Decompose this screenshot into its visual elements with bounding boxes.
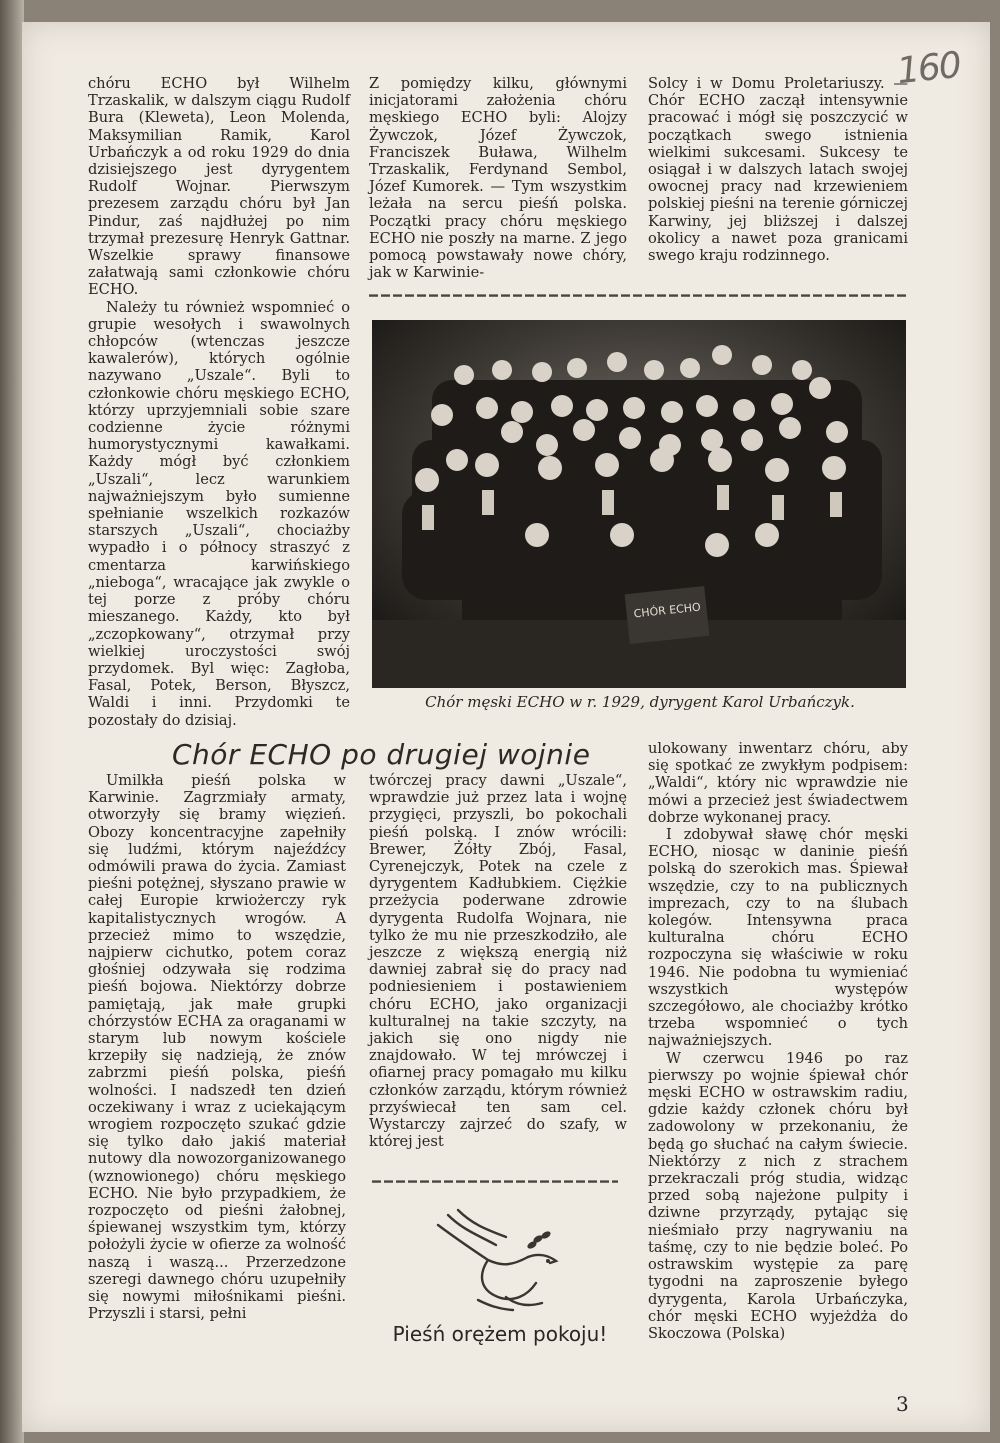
- paragraph: ulokowany inwentarz chóru, aby się spotkać ze zwykłym podpisem: „Waldi“, który nic wprawdzie nie mówi a przecież jest świadectwem dobrze wykonanej pracy.: [648, 740, 908, 826]
- dove-of-peace-icon: [418, 1205, 578, 1315]
- group-photo-illustration: [372, 320, 906, 688]
- bottom-left-column: [88, 772, 346, 1323]
- top-middle-column: [369, 75, 627, 281]
- book-binding: [0, 0, 24, 1443]
- top-right-column: [648, 75, 908, 264]
- page-number: 3: [896, 1392, 909, 1416]
- paragraph: W czerwcu 1946 po raz pierwszy po wojnie śpiewał chór męski ECHO w ostrawskim radiu, gdzie każdy członek chóru był zadowolony w przekonaniu, że będą go słuchać na całym świecie. Niektórzy z nich z strachem przekraczali próg studia, widząc przed sobą najeżone pulpity i dziwne przyrządy, pytając się nieśmiało przy nagrywaniu na taśmę, czy to nie będzie boleć. Po ostrawskim występie za parę tygodni na zaproszenie byłego dyrygenta, Karola Urbańczyka, chór męski ECHO wyjeżdża do Skoczowa (Polska): [648, 1049, 908, 1342]
- paragraph: I zdobywał sławę chór męski ECHO, niosąc w daninie pieśń polską do szerokich mas. Śpiewał wszędzie, czy to na publicznych imprezach, czy to na ślubach kolegów. Intensywna praca kulturalna chóru ECHO rozpoczyna się właściwie w roku 1946. Nie podobna tu wymieniać wszystkich występów szczegółowo, ale chociażby krótko trzeba wspomnieć o tych najważniejszych.: [648, 826, 908, 1050]
- section-title: Chór ECHO po drugiej wojnie: [172, 738, 591, 771]
- bottom-middle-column: [369, 772, 627, 1150]
- top-left-column: [88, 75, 350, 729]
- paragraph: chóru ECHO był Wilhelm Trzaskalik, w dalszym ciągu Rudolf Bura (Kleweta), Leon Molenda, Maksymilian Ramik, Karol Urbańczyk a od roku 1929 do dnia dzisiejszego jest dyrygentem Rudolf Wojnar. Pierwszym prezesem zarządu chóru był Jan Pindur, zaś najdłużej po nim trzymał prezesurę Henryk Gattnar. Wszelkie sprawy finansowe załatwają sami członkowie chóru ECHO.: [88, 75, 350, 299]
- choir-photograph: [372, 320, 906, 688]
- paragraph: Z pomiędzy kilku, głównymi inicjatorami założenia chóru męskiego ECHO byli: Alojzy Żywczok, Józef Żywczok, Franciszek Buława, Wilhelm Trzaskalik, Ferdynand Sembol, Józef Kumorek. — Tym wszystkim leżała na sercu pieśń polska. Początki pracy chóru męskiego ECHO nie poszły na marne. Z jego pomocą powstawały nowe chóry, jak w Karwinie-: [369, 75, 627, 282]
- bottom-right-column: [648, 740, 908, 1342]
- slogan: Pieśń orężem pokoju!: [392, 1322, 608, 1346]
- paragraph: Solcy i w Domu Proletariuszy. — Chór ECHO zaczął intensywnie pracować i mógł się poszczycić w początkach swego istnienia wielkimi sukcesami. Sukcesy te osiągał i w dalszych latach swojej owocnej pracy nad krzewieniem polskiej pieśni na terenie górniczej Karwiny, jej bliższej i dalszej okolicy a nawet poza granicami swego kraju rodzinnego.: [648, 75, 908, 265]
- paragraph: twórczej pracy dawni „Uszale“, wprawdzie już przez lata i wojnę przygięci, przyszli, bo pokochali pieśń polską. I znów wrócili: Brewer, Żółty Zbój, Fasal, Cyrenejczyk, Potek na czele z dyrygentem Kadłubkiem. Ciężkie przeżycia poderwane zdrowie dyrygenta Rudolfa Wojnara, nie tylko że mu nie przeszkodziło, ale jeszcze z większą energią niż dawniej zabrał się do pracy nad podniesieniem i postawieniem chóru ECHO, jako organizacji kulturalnej na takie szczyty, na jakich się ono nigdy nie znajdowało. W tej mrówczej i ofiarnej pracy pomagało mu kilku członków zarządu, którym również przyświecał ten sam cel. Wystarczy zajrzeć do szafy, w której jest: [369, 772, 627, 1151]
- photo-caption: Chór męski ECHO w r. 1929, dyrygent Karol Urbańczyk.: [425, 693, 855, 711]
- paragraph: Należy tu również wspomnieć o grupie wesołych i swawolnych chłopców (wtenczas jeszcze kawalerów), których ogólnie nazywano „Uszale“. Byli to członkowie chóru męskiego ECHO, którzy uprzyjemniali sobie szare codzienne życie różnymi humorystycznymi kawałkami. Każdy mógł być członkiem „Uszali“, lecz warunkiem najważniejszym było sumienne spełnianie wszelkich rozkazów starszych „Uszali“, chociażby wypadło i o północy straszyć z cmentarza karwińskiego „nieboga“, wracające jak zwykle o tej porze z próby chóru mieszanego. Każdy, kto był „zczopkowany“, otrzymał przy wielkiej uroczystości swój przydomek. Byl więc: Zagłoba, Fasal, Potek, Berson, Błyszcz, Waldi i inni. Przydomki te pozostały do dzisiaj.: [88, 298, 350, 729]
- paragraph: Umilkła pieśń polska w Karwinie. Zagrzmiały armaty, otworzyły się bramy więzień. Obozy koncentracyjne zapełniły się ludźmi, którym najeźdźcy odmówili prawa do życia. Zamiast pieśni potężnej, słyszano prawie w całej Europie krwiożerczy ryk kapitalistycznych wrogów. A przecież mimo to wszędzie, najpierw cichutko, potem coraz głośniej odzywała się rodzima pieśń bojowa. Niektórzy dobrze pamiętają, jak małe grupki chórzystów ECHA za oraganami w starym lub nowym kościele krzepiły się nadzieją, że znów zabrzmi pieśń polska, pieśń wolności. I nadszedł ten dzień oczekiwany i wraz z uciekającym wrogiem rozpoczęto szukać gdzie się tylko dało jakiś materiał nutowy dla nowozorganizowanego (wznowionego) chóru męskiego ECHO. Nie było przypadkiem, że rozpoczęto od pieśni żałobnej, śpiewanej wszystkim tym, którzy położyli życie w ofierze za wolność naszą i waszą... Przerzedzone szeregi dawnego chóru uzupełniły się nowymi miłośnikami pieśni. Przyszli i starsi, pełni: [88, 772, 346, 1323]
- photo-sign-text: CHÓR ECHO: [633, 600, 702, 621]
- handwritten-page-number: 160: [895, 44, 962, 93]
